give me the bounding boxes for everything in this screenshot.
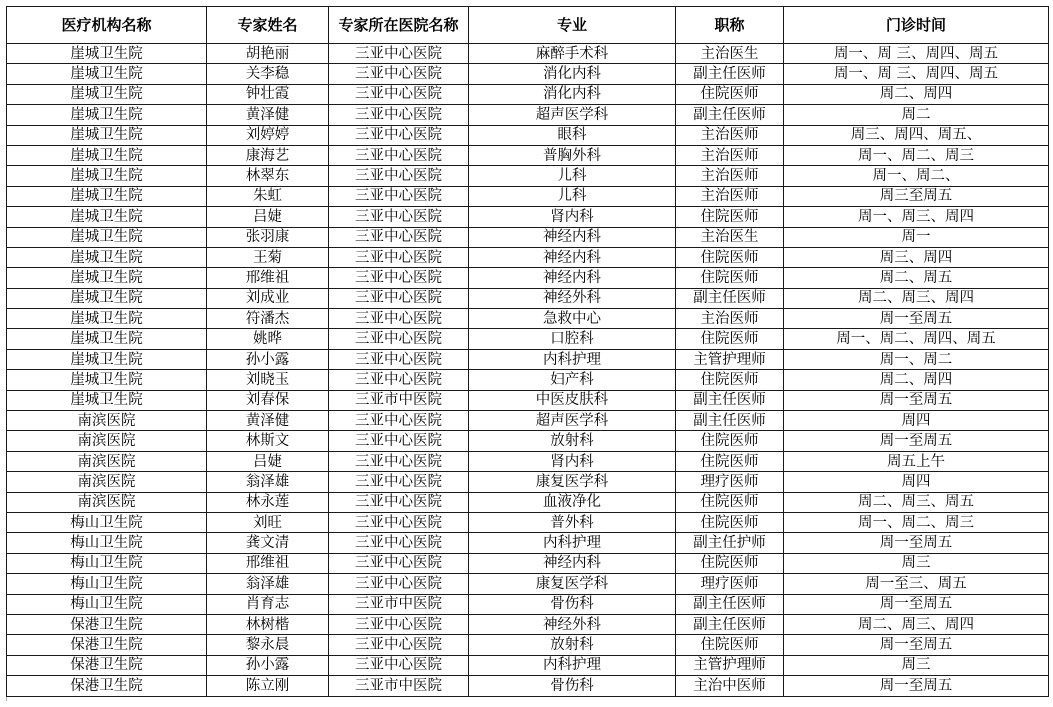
cell-institution: 崖城卫生院 (7, 349, 207, 369)
cell-expert-hospital: 三亚市中医院 (329, 594, 469, 614)
cell-specialty: 肾内科 (469, 207, 676, 227)
cell-expert-hospital: 三亚中心医院 (329, 247, 469, 267)
expert-clinic-schedule-table (6, 6, 1049, 697)
cell-institution: 崖城卫生院 (7, 105, 207, 125)
cell-expert-name: 吕婕 (207, 451, 329, 471)
cell-institution: 南滨医院 (7, 431, 207, 451)
cell-expert-name: 林翠东 (207, 166, 329, 186)
cell-title: 主治医生 (676, 44, 784, 64)
cell-expert-name: 王菊 (207, 247, 329, 267)
cell-expert-name: 姚晔 (207, 329, 329, 349)
cell-expert-hospital: 三亚市中医院 (329, 390, 469, 410)
cell-specialty: 放射科 (469, 431, 676, 451)
cell-title: 主治医师 (676, 166, 784, 186)
table-row (7, 676, 1049, 696)
cell-title: 主治医师 (676, 186, 784, 206)
cell-clinic-time: 周一、周 三、周四、周五 (784, 64, 1049, 84)
cell-expert-hospital: 三亚中心医院 (329, 574, 469, 594)
cell-specialty: 儿科 (469, 186, 676, 206)
cell-expert-name: 翁泽雄 (207, 472, 329, 492)
cell-expert-hospital: 三亚中心医院 (329, 614, 469, 634)
cell-specialty: 急救中心 (469, 309, 676, 329)
cell-specialty: 神经外科 (469, 614, 676, 634)
table-row (7, 186, 1049, 206)
cell-institution: 崖城卫生院 (7, 309, 207, 329)
cell-expert-hospital: 三亚中心医院 (329, 186, 469, 206)
cell-expert-hospital: 三亚中心医院 (329, 125, 469, 145)
cell-expert-name: 关李稳 (207, 64, 329, 84)
cell-institution: 崖城卫生院 (7, 84, 207, 104)
cell-expert-hospital: 三亚中心医院 (329, 533, 469, 553)
table-row (7, 553, 1049, 573)
cell-expert-hospital: 三亚中心医院 (329, 451, 469, 471)
cell-specialty: 骨伤科 (469, 594, 676, 614)
spreadsheet (6, 6, 1048, 697)
header-institution: 医疗机构名称 (7, 7, 207, 44)
cell-expert-hospital: 三亚中心医院 (329, 288, 469, 308)
table-row (7, 512, 1049, 532)
cell-clinic-time: 周一、周二、周三 (784, 145, 1049, 165)
cell-specialty: 普胸外科 (469, 145, 676, 165)
table-row (7, 492, 1049, 512)
table-row (7, 207, 1049, 227)
cell-clinic-time: 周一至周五 (784, 309, 1049, 329)
cell-expert-name: 钟壮霞 (207, 84, 329, 104)
cell-institution: 崖城卫生院 (7, 44, 207, 64)
cell-expert-name: 刘晓玉 (207, 370, 329, 390)
cell-institution: 保港卫生院 (7, 614, 207, 634)
cell-specialty: 内科护理 (469, 655, 676, 675)
cell-title: 主治医师 (676, 309, 784, 329)
cell-clinic-time: 周一至周五 (784, 635, 1049, 655)
header-row (7, 7, 1049, 44)
cell-specialty: 神经内科 (469, 247, 676, 267)
cell-expert-name: 刘婷婷 (207, 125, 329, 145)
table-row (7, 431, 1049, 451)
cell-title: 住院医师 (676, 207, 784, 227)
cell-clinic-time: 周一至周五 (784, 676, 1049, 696)
cell-expert-name: 翁泽雄 (207, 574, 329, 594)
header-title: 职称 (676, 7, 784, 44)
cell-specialty: 超声医学科 (469, 411, 676, 431)
cell-title: 住院医师 (676, 553, 784, 573)
table-row (7, 655, 1049, 675)
table-row (7, 472, 1049, 492)
cell-title: 理疗医师 (676, 574, 784, 594)
table-row (7, 635, 1049, 655)
cell-expert-hospital: 三亚中心医院 (329, 370, 469, 390)
cell-clinic-time: 周四 (784, 411, 1049, 431)
cell-clinic-time: 周二、周四 (784, 370, 1049, 390)
cell-institution: 南滨医院 (7, 451, 207, 471)
table-row (7, 44, 1049, 64)
cell-clinic-time: 周一至周五 (784, 533, 1049, 553)
cell-expert-name: 林永莲 (207, 492, 329, 512)
cell-title: 副主任医师 (676, 411, 784, 431)
cell-expert-name: 刘春保 (207, 390, 329, 410)
header-specialty: 专业 (469, 7, 676, 44)
cell-specialty: 消化内科 (469, 84, 676, 104)
cell-specialty: 普外科 (469, 512, 676, 532)
cell-specialty: 儿科 (469, 166, 676, 186)
cell-title: 住院医师 (676, 329, 784, 349)
cell-specialty: 消化内科 (469, 64, 676, 84)
cell-expert-name: 林树楷 (207, 614, 329, 634)
cell-institution: 崖城卫生院 (7, 166, 207, 186)
table-row (7, 105, 1049, 125)
cell-expert-name: 肖育志 (207, 594, 329, 614)
cell-specialty: 神经内科 (469, 553, 676, 573)
table-row (7, 84, 1049, 104)
table-row (7, 390, 1049, 410)
cell-expert-hospital: 三亚市中医院 (329, 676, 469, 696)
cell-expert-name: 孙小露 (207, 655, 329, 675)
cell-clinic-time: 周三 (784, 553, 1049, 573)
cell-expert-hospital: 三亚中心医院 (329, 44, 469, 64)
cell-clinic-time: 周三至周五 (784, 186, 1049, 206)
cell-title: 主治中医师 (676, 676, 784, 696)
cell-title: 副主任医师 (676, 390, 784, 410)
cell-expert-name: 张羽康 (207, 227, 329, 247)
cell-specialty: 中医皮肤科 (469, 390, 676, 410)
cell-specialty: 康复医学科 (469, 574, 676, 594)
table-row (7, 349, 1049, 369)
cell-expert-hospital: 三亚中心医院 (329, 431, 469, 451)
cell-clinic-time: 周一、周二、周四、周五 (784, 329, 1049, 349)
cell-institution: 保港卫生院 (7, 676, 207, 696)
cell-institution: 崖城卫生院 (7, 227, 207, 247)
cell-title: 住院医师 (676, 492, 784, 512)
cell-clinic-time: 周四 (784, 472, 1049, 492)
cell-expert-hospital: 三亚中心医院 (329, 105, 469, 125)
cell-expert-name: 康海艺 (207, 145, 329, 165)
cell-expert-hospital: 三亚中心医院 (329, 349, 469, 369)
cell-institution: 梅山卫生院 (7, 594, 207, 614)
cell-title: 住院医师 (676, 370, 784, 390)
cell-institution: 梅山卫生院 (7, 533, 207, 553)
cell-expert-hospital: 三亚中心医院 (329, 553, 469, 573)
cell-clinic-time: 周一至周五 (784, 431, 1049, 451)
cell-institution: 崖城卫生院 (7, 390, 207, 410)
table-row (7, 227, 1049, 247)
cell-title: 住院医师 (676, 431, 784, 451)
cell-institution: 南滨医院 (7, 411, 207, 431)
cell-institution: 崖城卫生院 (7, 145, 207, 165)
cell-title: 副主任医师 (676, 594, 784, 614)
cell-specialty: 内科护理 (469, 349, 676, 369)
table-row (7, 533, 1049, 553)
cell-clinic-time: 周二 (784, 105, 1049, 125)
cell-clinic-time: 周三 (784, 655, 1049, 675)
cell-expert-hospital: 三亚中心医院 (329, 472, 469, 492)
cell-specialty: 骨伤科 (469, 676, 676, 696)
table-row (7, 247, 1049, 267)
cell-expert-hospital: 三亚中心医院 (329, 84, 469, 104)
cell-title: 主治医师 (676, 145, 784, 165)
cell-institution: 崖城卫生院 (7, 64, 207, 84)
cell-title: 理疗医师 (676, 472, 784, 492)
cell-clinic-time: 周二、周三、周四 (784, 614, 1049, 634)
cell-title: 副主任医师 (676, 64, 784, 84)
cell-institution: 南滨医院 (7, 492, 207, 512)
cell-specialty: 麻醉手术科 (469, 44, 676, 64)
cell-expert-hospital: 三亚中心医院 (329, 655, 469, 675)
cell-clinic-time: 周二、周五 (784, 268, 1049, 288)
cell-institution: 崖城卫生院 (7, 370, 207, 390)
cell-title: 主管护理师 (676, 349, 784, 369)
cell-clinic-time: 周一、周二 (784, 349, 1049, 369)
table-row (7, 288, 1049, 308)
header-expert-hospital: 专家所在医院名称 (329, 7, 469, 44)
cell-institution: 崖城卫生院 (7, 125, 207, 145)
cell-expert-name: 黄泽健 (207, 411, 329, 431)
header-expert-name: 专家姓名 (207, 7, 329, 44)
cell-specialty: 眼科 (469, 125, 676, 145)
cell-expert-hospital: 三亚中心医院 (329, 227, 469, 247)
cell-institution: 保港卫生院 (7, 635, 207, 655)
cell-clinic-time: 周一、周二、周三 (784, 512, 1049, 532)
cell-expert-name: 黄泽健 (207, 105, 329, 125)
table-row (7, 451, 1049, 471)
cell-expert-hospital: 三亚中心医院 (329, 64, 469, 84)
cell-expert-name: 符潘杰 (207, 309, 329, 329)
cell-title: 住院医师 (676, 84, 784, 104)
cell-expert-hospital: 三亚中心医院 (329, 207, 469, 227)
table-row (7, 125, 1049, 145)
cell-clinic-time: 周一、周三、周四 (784, 207, 1049, 227)
cell-expert-name: 林斯文 (207, 431, 329, 451)
cell-title: 主管护理师 (676, 655, 784, 675)
table-row (7, 268, 1049, 288)
cell-expert-name: 陈立刚 (207, 676, 329, 696)
cell-clinic-time: 周二、周三、周五 (784, 492, 1049, 512)
cell-institution: 崖城卫生院 (7, 207, 207, 227)
cell-specialty: 神经内科 (469, 227, 676, 247)
cell-expert-name: 吕婕 (207, 207, 329, 227)
cell-institution: 崖城卫生院 (7, 247, 207, 267)
table-row (7, 574, 1049, 594)
cell-clinic-time: 周三、周四、周五、 (784, 125, 1049, 145)
cell-clinic-time: 周二、周四 (784, 84, 1049, 104)
cell-specialty: 内科护理 (469, 533, 676, 553)
cell-specialty: 口腔科 (469, 329, 676, 349)
cell-clinic-time: 周五上午 (784, 451, 1049, 471)
cell-expert-name: 刘成业 (207, 288, 329, 308)
cell-title: 副主任医师 (676, 288, 784, 308)
table-row (7, 594, 1049, 614)
cell-title: 主治医师 (676, 125, 784, 145)
cell-expert-name: 朱虹 (207, 186, 329, 206)
cell-specialty: 神经内科 (469, 268, 676, 288)
table-row (7, 145, 1049, 165)
cell-clinic-time: 周一至三、周五 (784, 574, 1049, 594)
cell-institution: 梅山卫生院 (7, 512, 207, 532)
table-row (7, 614, 1049, 634)
cell-expert-hospital: 三亚中心医院 (329, 166, 469, 186)
cell-specialty: 放射科 (469, 635, 676, 655)
table-body (7, 44, 1049, 697)
table-row (7, 166, 1049, 186)
cell-clinic-time: 周一、周 三、周四、周五 (784, 44, 1049, 64)
cell-specialty: 神经外科 (469, 288, 676, 308)
table-row (7, 329, 1049, 349)
cell-expert-name: 龚文清 (207, 533, 329, 553)
cell-institution: 崖城卫生院 (7, 288, 207, 308)
cell-title: 住院医师 (676, 451, 784, 471)
cell-clinic-time: 周一至周五 (784, 594, 1049, 614)
cell-expert-name: 邢维祖 (207, 268, 329, 288)
cell-expert-hospital: 三亚中心医院 (329, 145, 469, 165)
cell-title: 副主任医师 (676, 614, 784, 634)
cell-title: 副主任护师 (676, 533, 784, 553)
cell-clinic-time: 周三、周四 (784, 247, 1049, 267)
cell-institution: 梅山卫生院 (7, 553, 207, 573)
cell-expert-name: 刘旺 (207, 512, 329, 532)
table-row (7, 411, 1049, 431)
cell-clinic-time: 周一至周五 (784, 390, 1049, 410)
cell-clinic-time: 周一 (784, 227, 1049, 247)
cell-expert-hospital: 三亚中心医院 (329, 329, 469, 349)
cell-expert-hospital: 三亚中心医院 (329, 635, 469, 655)
cell-expert-name: 胡艳丽 (207, 44, 329, 64)
cell-specialty: 妇产科 (469, 370, 676, 390)
cell-title: 住院医师 (676, 247, 784, 267)
cell-title: 住院医师 (676, 268, 784, 288)
cell-institution: 保港卫生院 (7, 655, 207, 675)
cell-specialty: 康复医学科 (469, 472, 676, 492)
cell-expert-hospital: 三亚中心医院 (329, 512, 469, 532)
cell-institution: 南滨医院 (7, 472, 207, 492)
cell-expert-name: 黎永晨 (207, 635, 329, 655)
cell-expert-hospital: 三亚中心医院 (329, 309, 469, 329)
table-row (7, 309, 1049, 329)
cell-expert-name: 孙小露 (207, 349, 329, 369)
table-row (7, 370, 1049, 390)
cell-title: 副主任医师 (676, 105, 784, 125)
cell-expert-hospital: 三亚中心医院 (329, 411, 469, 431)
cell-title: 主治医生 (676, 227, 784, 247)
cell-title: 住院医师 (676, 512, 784, 532)
cell-clinic-time: 周一、周二、 (784, 166, 1049, 186)
cell-institution: 崖城卫生院 (7, 268, 207, 288)
cell-institution: 崖城卫生院 (7, 186, 207, 206)
cell-expert-hospital: 三亚中心医院 (329, 492, 469, 512)
cell-clinic-time: 周二、周三、周四 (784, 288, 1049, 308)
cell-expert-hospital: 三亚中心医院 (329, 268, 469, 288)
cell-title: 住院医师 (676, 635, 784, 655)
cell-specialty: 肾内科 (469, 451, 676, 471)
cell-specialty: 血液净化 (469, 492, 676, 512)
header-clinic-time: 门诊时间 (784, 7, 1049, 44)
cell-expert-name: 邢维祖 (207, 553, 329, 573)
cell-institution: 崖城卫生院 (7, 329, 207, 349)
cell-institution: 梅山卫生院 (7, 574, 207, 594)
table-row (7, 64, 1049, 84)
cell-specialty: 超声医学科 (469, 105, 676, 125)
